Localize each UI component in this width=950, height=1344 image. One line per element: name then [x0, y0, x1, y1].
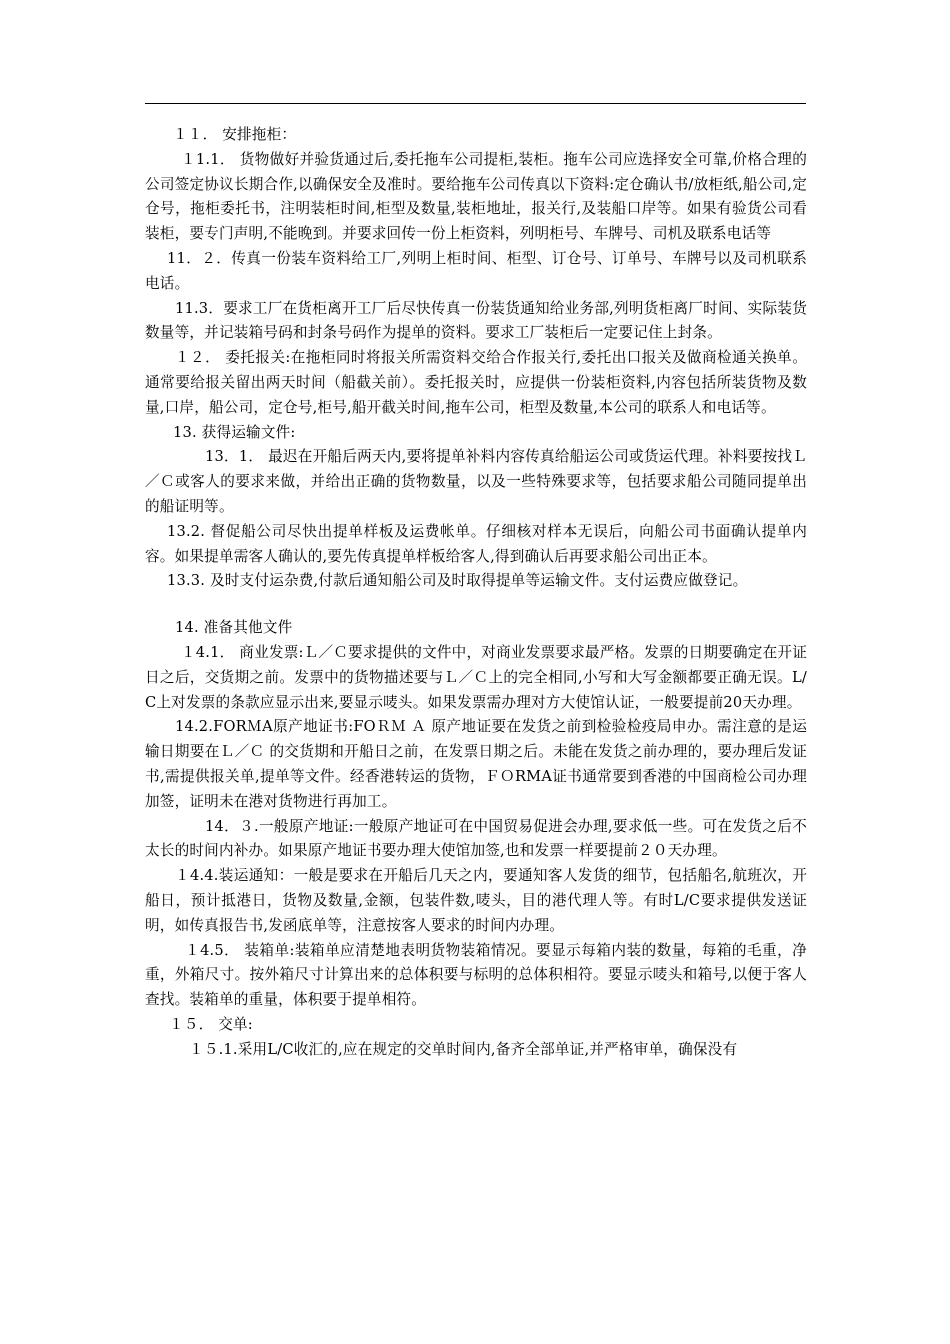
section-heading-13: 13. 获得运输文件: — [173, 423, 296, 441]
section-heading-12: １２． 委托报关:在拖柜同时将报关所需资料交给合作报关行,委托出口报关及做商检通关换单。通常要给报关留出两天时间（船截关前）。委托报关时，应提供一份装柜资料,内容包括所装货物及数量,口岸，船公司，定仓号,柜号,船开截关时间,拖车公司，柜型及数量,本公司的联系人和电话等。 — [145, 349, 807, 416]
paragraph-11-2: 11．２．传真一份装车资料给工厂,列明上柜时间、柜型、订仓号、订单号、车牌号以及司机联系电话。 — [145, 249, 807, 292]
paragraph-13-1: 13．1． 最迟在开船后两天内,要将提单补料内容传真给船运公司或货运代理。补料要按找Ｌ／Ｃ或客人的要求来做，并给出正确的货物数量，以及一些特殊要求等，包括要求船公司随同提单出的船证明等。 — [145, 448, 807, 515]
paragraph-14-4: １4.4.装运通知：一般是要求在开船后几天之内，要通知客人发货的细节，包括船名,航班次，开船日，预计抵港日，货物及数量,金额，包装件数,唛头，目的港代理人等。有时L/C要求提供发送证明，如传真报告书,发函底单等，注意按客人要求的时间内办理。 — [145, 867, 807, 934]
section-heading-11: １１． 安排拖柜： — [173, 126, 297, 143]
paragraph-14-1: １4.1． 商业发票:Ｌ／Ｃ要求提供的文件中，对商业发票要求最严格。发票的日期要确定在开证日之后，交货期之前。发票中的货物描述要与Ｌ／Ｃ上的完全相同,小写和大写金额都要正确无误。L/C上对发票的条款应显示出来,要显示唛头。如果发票需办理对方大使馆认证，一般要提前20天办理。 — [145, 643, 807, 711]
section-heading-14: 14. 准备其他文件 — [175, 619, 293, 637]
paragraph-13-2: 13.2. 督促船公司尽快出提单样板及运费帐单。仔细核对样本无误后，向船公司书面确认提单内容。如果提单需客人确认的,要先传真提单样板给客人,得到确认后再要求船公司出正本。 — [145, 522, 807, 565]
document-body — [145, 123, 807, 1062]
paragraph-15-1: １５.1.采用L/C收汇的,应在规定的交单时间内,备齐全部单证,并严格审单，确保没有 — [189, 1040, 738, 1058]
header-rule — [145, 103, 806, 104]
paragraph-14-2: 14.2.FORＭA原产地证书:FOＲＭ Ａ 原产地证要在发货之前到检验检疫局申办。需注意的是运输日期要在Ｌ／Ｃ 的交货期和开船日之前，在发票日期之后。未能在发货之前办理的，要办理后发证书,需提供报关单,提单等文件。经香港转运的货物，ＦＯRMA证书通常要到香港的中国商检公司办理加签，证明未在港对货物进行再加工。 — [145, 718, 807, 810]
section-gap — [145, 594, 807, 616]
paragraph-11-3: 11.3．要求工厂在货柜离开工厂后尽快传真一份装货通知给业务部,列明货柜离厂时间、实际装货数量等，并记装箱号码和封条号码作为提单的资料。要求工厂装柜后一定要记住上封条。 — [145, 299, 807, 342]
paragraph-14-5: １4.5． 装箱单:装箱单应清楚地表明货物装箱情况。要显示每箱内装的数量，每箱的毛重，净重，外箱尺寸。按外箱尺寸计算出来的总体积要与标明的总体积相符。要显示唛头和箱号,以便于客人查找。装箱单的重量，体积要于提单相符。 — [145, 941, 807, 1009]
paragraph-13-3: 13.3. 及时支付运杂费,付款后通知船公司及时取得提单等运输文件。支付运费应做登记。 — [167, 572, 748, 590]
section-heading-15: １５． 交单: — [169, 1015, 253, 1033]
paragraph-14-3: 14．３.一般原产地证:一般原产地证可在中国贸易促进会办理,要求低一些。可在发货之后不太长的时间内补办。如果原产地证书要办理大使馆加签,也和发票一样要提前２０天办理。 — [145, 817, 807, 860]
paragraph-11-1: １1.1． 货物做好并验货通过后,委托拖车公司提柜,装柜。拖车公司应选择安全可靠,价格合理的公司签定协议长期合作,以确保安全及准时。要给拖车公司传真以下资料:定仓确认书/放柜纸,船公司,定仓号，拖柜委托书，注明装柜时间,柜型及数量,装柜地址，报关行,及装船口岸等。如果有验货公司看装柜，要专门声明,不能晚到。并要求回传一份上柜资料，列明柜号、车牌号、司机及联系电话等 — [145, 150, 807, 243]
